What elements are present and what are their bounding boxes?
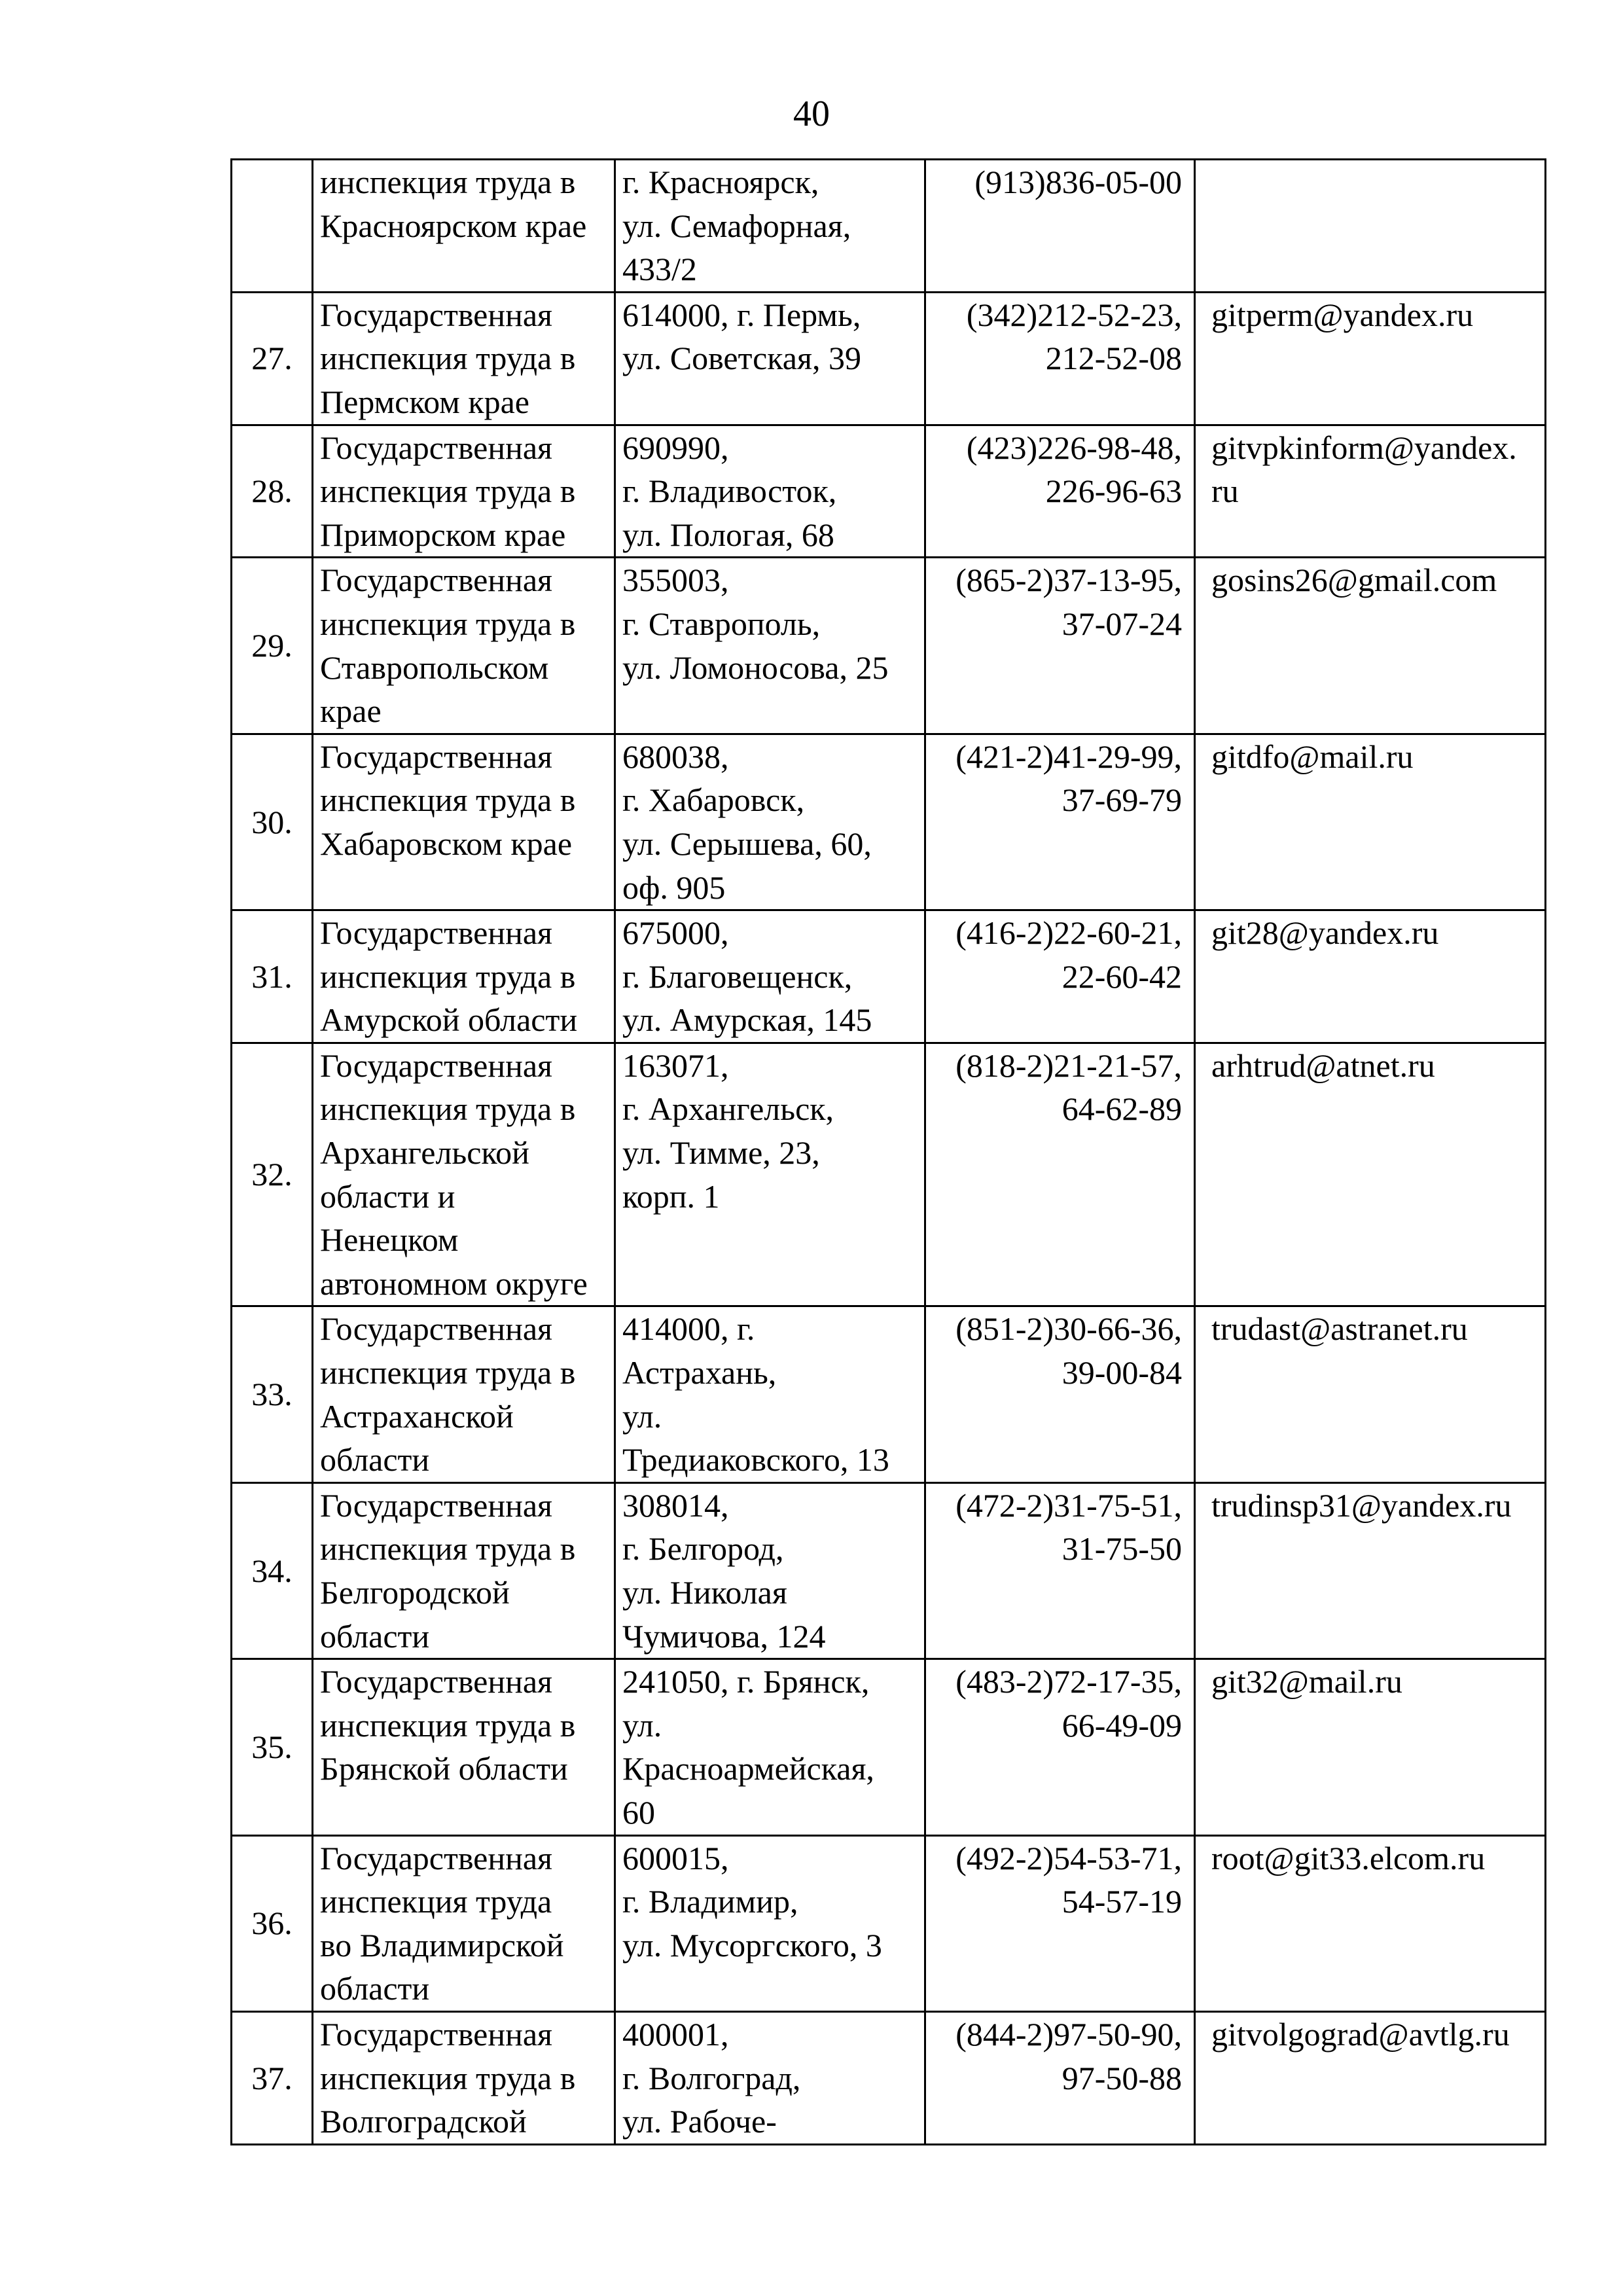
- inspection-name-cell: [313, 1659, 615, 1835]
- inspection-name-line: Хабаровском крае: [320, 825, 573, 862]
- table-row: [232, 734, 1546, 910]
- phone-cell: [925, 1043, 1195, 1306]
- row-number-cell: 37.: [232, 2011, 313, 2144]
- inspection-name-cell: [313, 160, 615, 293]
- phone-line: 212-52-08: [1045, 340, 1182, 377]
- inspection-name-cell: [313, 558, 615, 734]
- address-line: ул.: [622, 1706, 662, 1744]
- address-cell: [615, 1835, 925, 2011]
- inspection-name-line: Белгородской: [320, 1574, 510, 1611]
- address-line: 680038,: [622, 738, 729, 775]
- inspection-name-line: инспекция труда в: [320, 473, 576, 510]
- phone-line: (865-2)37-13-95,: [955, 562, 1182, 599]
- address-cell: [615, 1659, 925, 1835]
- address-cell: [615, 1306, 925, 1482]
- inspection-name-cell: [313, 1306, 615, 1482]
- table-row: [232, 1043, 1546, 1306]
- address-line: ул. Амурская, 145: [622, 1001, 872, 1039]
- phone-line: 31-75-50: [1061, 1530, 1182, 1568]
- inspection-name-line: области: [320, 1441, 430, 1479]
- address-line: 690990,: [622, 429, 729, 466]
- email-line: gitdfo@mail.ru: [1211, 738, 1414, 775]
- inspection-name-line: инспекция труда в: [320, 1354, 576, 1391]
- inspection-name-line: Государственная: [320, 429, 553, 466]
- inspection-name-cell: [313, 425, 615, 558]
- inspection-registry-table: [230, 158, 1546, 2145]
- table-row: [232, 425, 1546, 558]
- address-cell: [615, 425, 925, 558]
- inspection-name-cell: [313, 2011, 615, 2144]
- phone-cell: [925, 910, 1195, 1043]
- phone-line: (913)836-05-00: [974, 164, 1182, 200]
- row-number-cell: 32.: [232, 1043, 313, 1306]
- phone-line: (483-2)72-17-35,: [955, 1663, 1182, 1700]
- inspection-name-cell: [313, 1482, 615, 1659]
- address-line: Красноармейская,: [622, 1750, 874, 1787]
- email-line: trudast@astranet.ru: [1211, 1310, 1468, 1348]
- address-line: 60: [622, 1793, 655, 1831]
- address-line: ул. Пологая, 68: [622, 516, 834, 553]
- inspection-name-line: инспекция труда в: [320, 958, 576, 995]
- inspection-name-cell: [313, 910, 615, 1043]
- address-line: ул. Советская, 39: [622, 340, 861, 377]
- phone-line: (844-2)97-50-90,: [955, 2015, 1182, 2053]
- email-cell: [1195, 1659, 1546, 1835]
- phone-line: 226-96-63: [1045, 473, 1182, 510]
- inspection-name-line: Архангельской: [320, 1134, 529, 1172]
- inspection-name-cell: [313, 734, 615, 910]
- email-line: git32@mail.ru: [1211, 1663, 1402, 1700]
- address-line: Чумичова, 124: [622, 1617, 826, 1655]
- phone-cell: [925, 1306, 1195, 1482]
- address-line: г. Владивосток,: [622, 473, 837, 510]
- table-body: [232, 160, 1546, 2145]
- phone-line: (818-2)21-21-57,: [955, 1047, 1182, 1084]
- address-line: ул.: [622, 1397, 662, 1435]
- address-line: Тредиаковского, 13: [622, 1441, 889, 1479]
- email-line: gitperm@yandex.ru: [1211, 296, 1474, 333]
- inspection-name-line: во Владимирской: [320, 1926, 564, 1964]
- inspection-name-line: Государственная: [320, 914, 553, 952]
- email-cell: [1195, 1306, 1546, 1482]
- inspection-name-line: инспекция труда в: [320, 605, 576, 642]
- inspection-name-line: Амурской области: [320, 1001, 578, 1039]
- inspection-name-line: Государственная: [320, 2015, 553, 2053]
- inspection-name-line: Государственная: [320, 1047, 553, 1084]
- inspection-name-line: Государственная: [320, 1310, 553, 1348]
- address-line: 241050, г. Брянск,: [622, 1663, 870, 1700]
- address-line: г. Красноярск,: [622, 164, 819, 200]
- inspection-name-line: Пермском крае: [320, 383, 529, 420]
- inspection-name-line: инспекция труда в: [320, 2059, 576, 2096]
- email-cell: [1195, 425, 1546, 558]
- address-line: 675000,: [622, 914, 729, 952]
- address-line: ул. Николая: [622, 1574, 787, 1611]
- table-row: [232, 160, 1546, 293]
- row-number-cell: 36.: [232, 1835, 313, 2011]
- phone-cell: [925, 1659, 1195, 1835]
- inspection-name-line: Государственная: [320, 296, 553, 333]
- table-row: [232, 292, 1546, 425]
- address-line: 414000, г.: [622, 1310, 755, 1348]
- email-line: root@git33.elcom.ru: [1211, 1839, 1486, 1876]
- inspection-name-line: Государственная: [320, 562, 553, 599]
- address-line: ул. Семафорная,: [622, 207, 851, 244]
- address-line: ул. Серышева, 60,: [622, 825, 872, 862]
- inspection-name-line: области: [320, 1617, 430, 1655]
- table-row: [232, 1482, 1546, 1659]
- address-line: оф. 905: [622, 869, 726, 906]
- email-line: trudinsp31@yandex.ru: [1211, 1486, 1512, 1524]
- address-cell: [615, 910, 925, 1043]
- row-number-cell: 35.: [232, 1659, 313, 1835]
- row-number-cell: 33.: [232, 1306, 313, 1482]
- address-line: ул. Тимме, 23,: [622, 1134, 820, 1172]
- page-number: 40: [793, 94, 830, 134]
- inspection-name-line: Государственная: [320, 1486, 553, 1524]
- address-line: г. Волгоград,: [622, 2059, 801, 2096]
- phone-cell: [925, 1835, 1195, 2011]
- email-cell: [1195, 1482, 1546, 1659]
- email-line: git28@yandex.ru: [1211, 914, 1439, 952]
- address-line: г. Благовещенск,: [622, 958, 853, 995]
- phone-cell: [925, 734, 1195, 910]
- phone-line: 22-60-42: [1061, 958, 1182, 995]
- phone-cell: [925, 558, 1195, 734]
- row-number-cell: [232, 160, 313, 293]
- inspection-name-line: области и: [320, 1177, 455, 1215]
- phone-line: 54-57-19: [1061, 1883, 1182, 1920]
- email-line: gitvpkinform@yandex.: [1211, 429, 1517, 466]
- address-line: Астрахань,: [622, 1354, 777, 1391]
- inspection-name-line: автономном округе: [320, 1265, 588, 1302]
- inspection-name-cell: [313, 292, 615, 425]
- phone-line: (342)212-52-23,: [966, 296, 1182, 333]
- inspection-name-line: крае: [320, 692, 382, 730]
- phone-line: (492-2)54-53-71,: [955, 1839, 1182, 1876]
- email-cell: [1195, 292, 1546, 425]
- inspection-name-line: инспекция труда в: [320, 1090, 576, 1128]
- inspection-name-line: инспекция труда в: [320, 781, 576, 819]
- email-line: gitvolgograd@avtlg.ru: [1211, 2015, 1510, 2053]
- email-line: ru: [1211, 473, 1239, 510]
- inspection-name-line: Ненецком: [320, 1221, 459, 1259]
- address-line: 355003,: [622, 562, 729, 599]
- address-line: 433/2: [622, 251, 697, 288]
- row-number-cell: 34.: [232, 1482, 313, 1659]
- phone-cell: [925, 425, 1195, 558]
- inspection-name-line: Астраханской: [320, 1397, 514, 1435]
- inspection-name-line: Волгоградской: [320, 2103, 527, 2140]
- address-cell: [615, 292, 925, 425]
- row-number-cell: 28.: [232, 425, 313, 558]
- phone-line: 37-69-79: [1061, 781, 1182, 819]
- email-cell: [1195, 2011, 1546, 2144]
- phone-line: 37-07-24: [1061, 605, 1182, 642]
- address-line: 614000, г. Пермь,: [622, 296, 861, 333]
- address-cell: [615, 2011, 925, 2144]
- address-cell: [615, 1482, 925, 1659]
- inspection-name-line: Красноярском крае: [320, 207, 587, 244]
- inspection-name-cell: [313, 1835, 615, 2011]
- inspection-name-line: инспекция труда в: [320, 1530, 576, 1568]
- inspection-name-line: инспекция труда в: [320, 1706, 576, 1744]
- phone-line: 64-62-89: [1061, 1090, 1182, 1128]
- email-line: gosins26@gmail.com: [1211, 562, 1497, 599]
- row-number-cell: 29.: [232, 558, 313, 734]
- address-line: 163071,: [622, 1047, 729, 1084]
- table-row: [232, 2011, 1546, 2144]
- inspection-name-line: Брянской области: [320, 1750, 568, 1787]
- inspection-name-line: Приморском крае: [320, 516, 566, 553]
- address-line: г. Владимир,: [622, 1883, 798, 1920]
- address-cell: [615, 558, 925, 734]
- phone-line: 97-50-88: [1061, 2059, 1182, 2096]
- phone-line: (416-2)22-60-21,: [955, 914, 1182, 952]
- email-cell: [1195, 910, 1546, 1043]
- address-line: г. Ставрополь,: [622, 605, 821, 642]
- phone-line: 39-00-84: [1061, 1354, 1182, 1391]
- address-line: ул. Ломоносова, 25: [622, 649, 889, 686]
- address-line: г. Хабаровск,: [622, 781, 805, 819]
- email-cell: [1195, 734, 1546, 910]
- email-cell: [1195, 1835, 1546, 2011]
- table-row: [232, 558, 1546, 734]
- email-cell: [1195, 1043, 1546, 1306]
- inspection-name-line: Государственная: [320, 1839, 553, 1876]
- address-cell: [615, 160, 925, 293]
- address-line: корп. 1: [622, 1177, 720, 1215]
- inspection-name-cell: [313, 1043, 615, 1306]
- table-row: [232, 1659, 1546, 1835]
- phone-line: (421-2)41-29-99,: [955, 738, 1182, 775]
- table-row: [232, 1835, 1546, 2011]
- inspection-name-line: инспекция труда в: [320, 164, 576, 200]
- inspection-name-line: области: [320, 1970, 430, 2007]
- row-number-cell: 31.: [232, 910, 313, 1043]
- phone-line: 66-49-09: [1061, 1706, 1182, 1744]
- phone-cell: [925, 1482, 1195, 1659]
- email-line: arhtrud@atnet.ru: [1211, 1047, 1435, 1084]
- address-cell: [615, 1043, 925, 1306]
- address-line: г. Белгород,: [622, 1530, 784, 1568]
- address-line: 308014,: [622, 1486, 729, 1524]
- phone-cell: [925, 292, 1195, 425]
- inspection-name-line: Ставропольском: [320, 649, 549, 686]
- inspection-name-line: Государственная: [320, 738, 553, 775]
- address-line: г. Архангельск,: [622, 1090, 834, 1128]
- row-number-cell: 27.: [232, 292, 313, 425]
- row-number-cell: 30.: [232, 734, 313, 910]
- address-line: ул. Рабоче-: [622, 2103, 777, 2140]
- table-row: [232, 910, 1546, 1043]
- phone-line: (472-2)31-75-51,: [955, 1486, 1182, 1524]
- inspection-name-line: Государственная: [320, 1663, 553, 1700]
- address-cell: [615, 734, 925, 910]
- inspection-name-line: инспекция труда: [320, 1883, 552, 1920]
- phone-line: (423)226-98-48,: [966, 429, 1182, 466]
- phone-cell: [925, 2011, 1195, 2144]
- phone-cell: [925, 160, 1195, 293]
- address-line: 600015,: [622, 1839, 729, 1876]
- address-line: 400001,: [622, 2015, 729, 2053]
- email-cell: [1195, 160, 1546, 293]
- email-cell: [1195, 558, 1546, 734]
- inspection-name-line: инспекция труда в: [320, 340, 576, 377]
- phone-line: (851-2)30-66-36,: [955, 1310, 1182, 1348]
- address-line: ул. Мусоргского, 3: [622, 1926, 882, 1964]
- table-row: [232, 1306, 1546, 1482]
